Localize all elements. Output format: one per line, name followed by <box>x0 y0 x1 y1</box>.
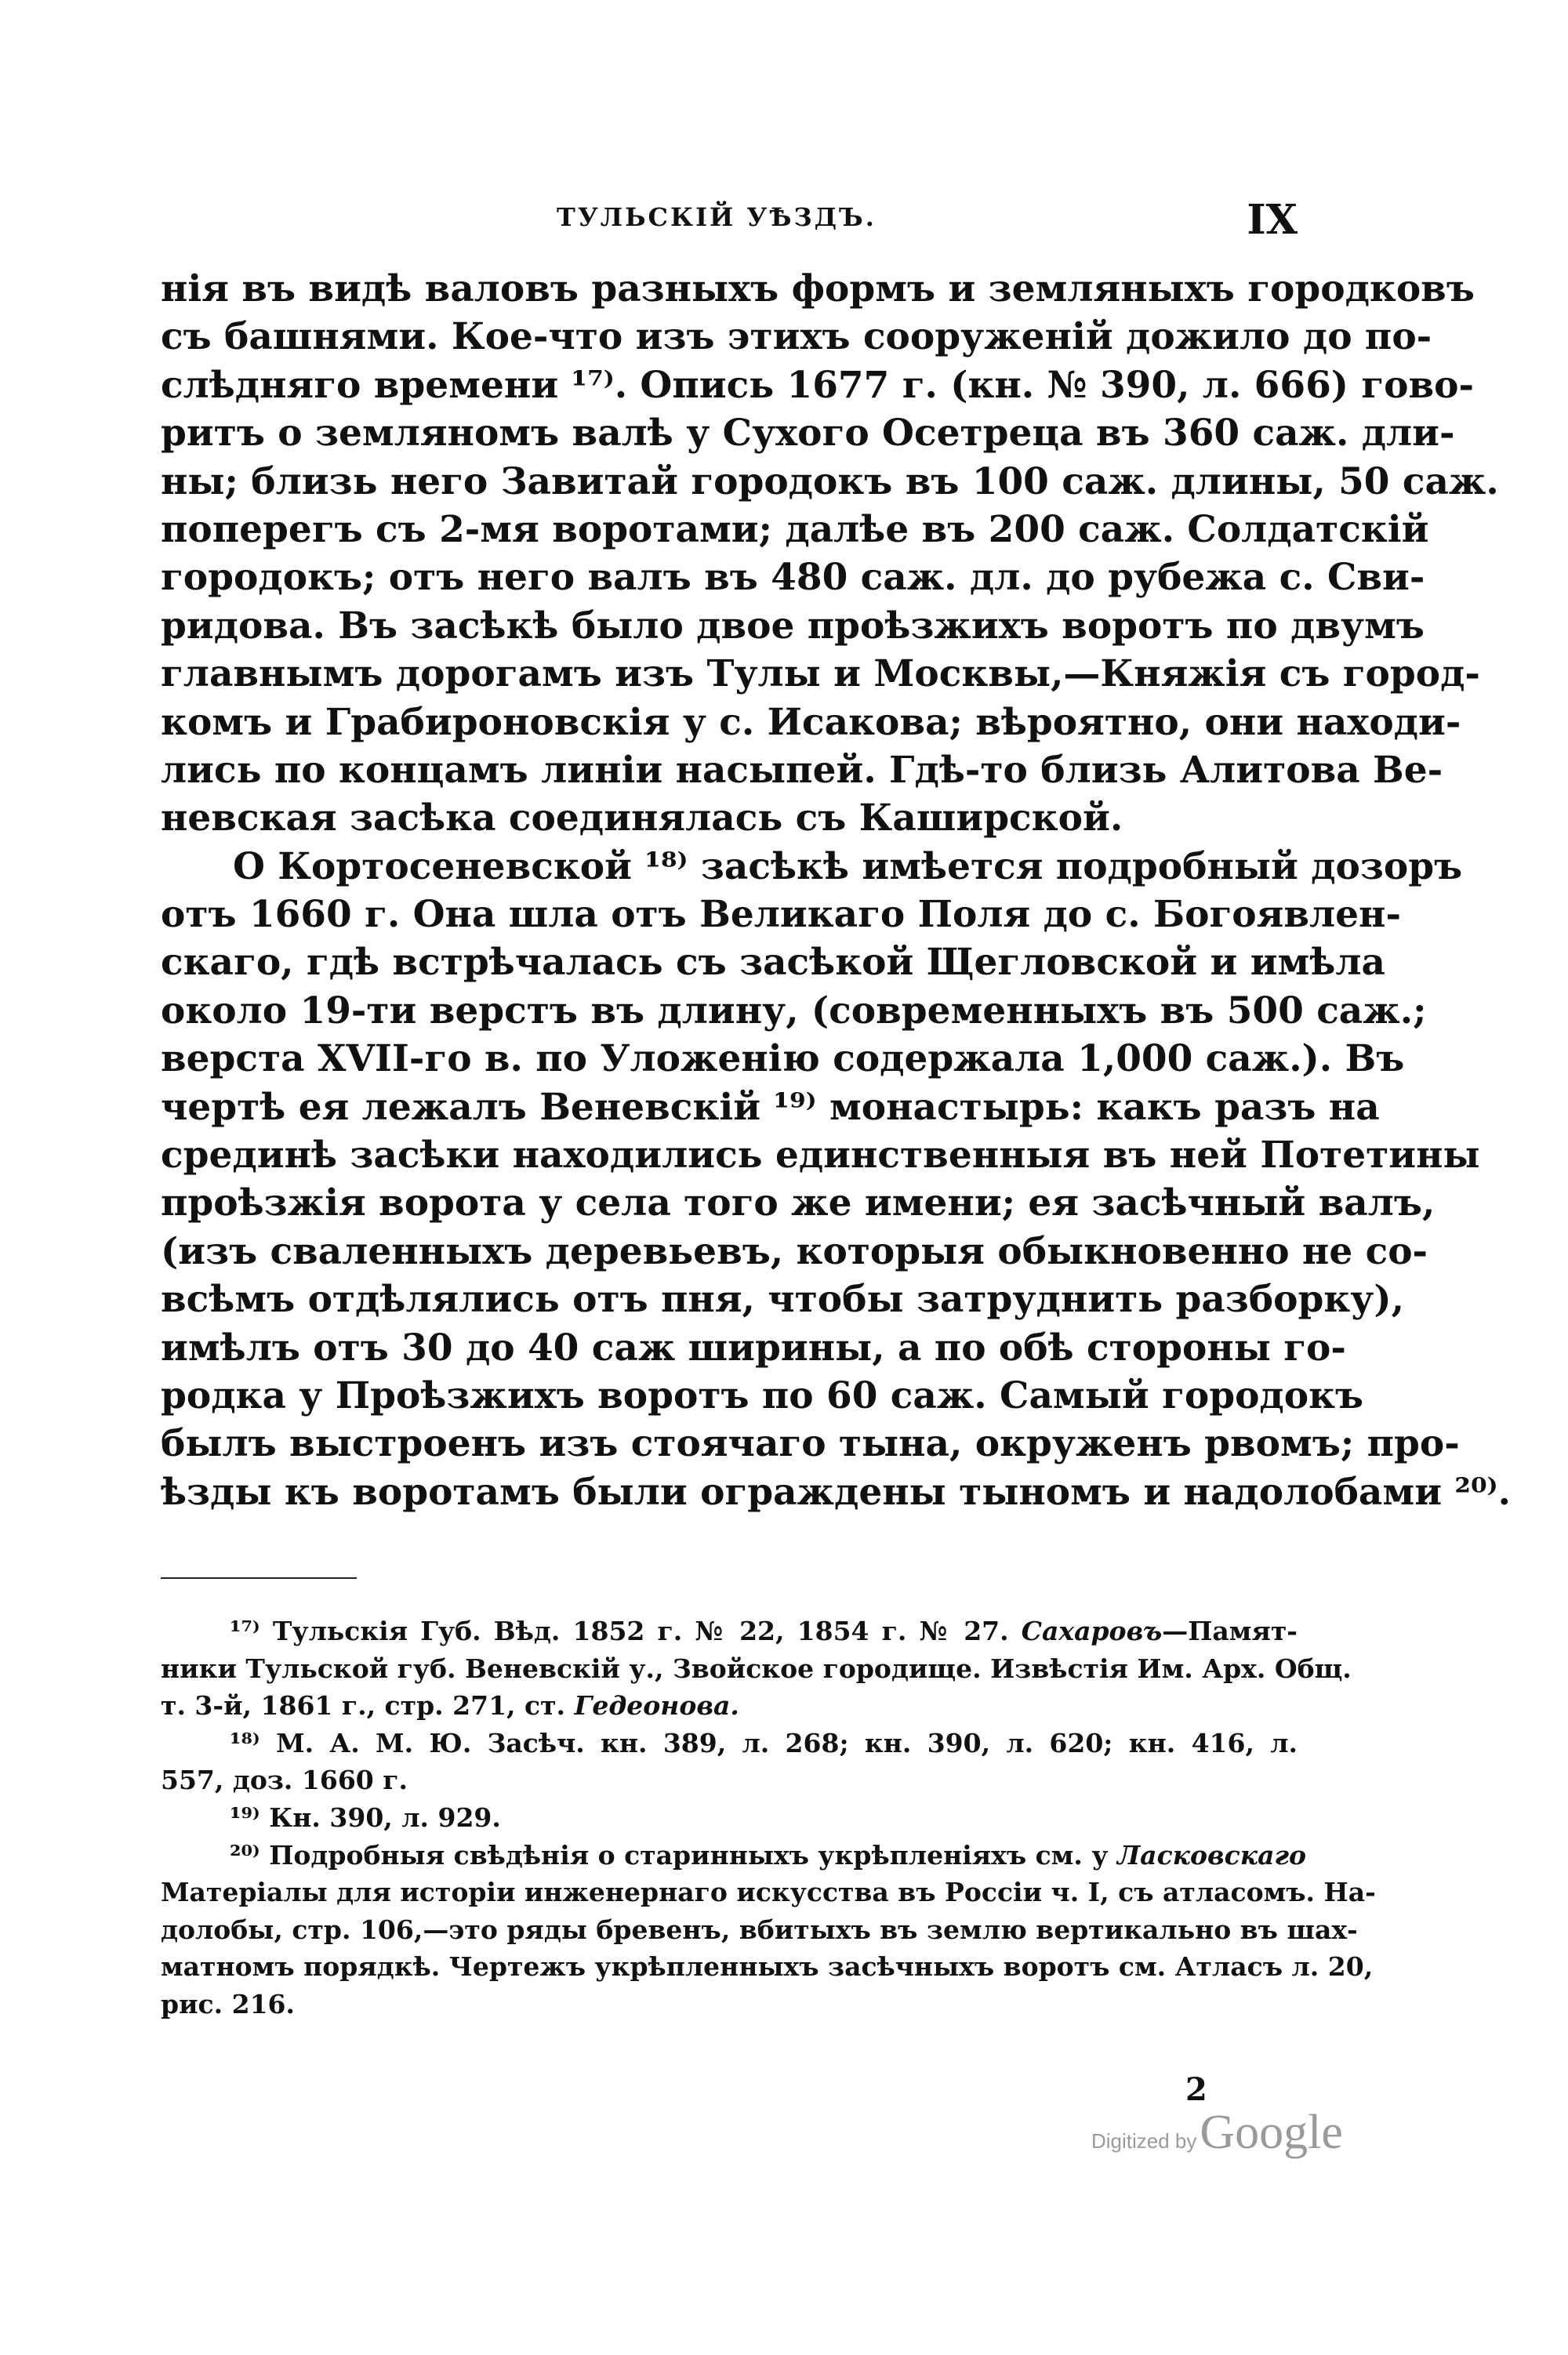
body-line: поперегъ съ 2-мя воротами; далѣе въ 200 саж. Солдатскій <box>161 507 1429 551</box>
body-line: около 19-ти верстъ въ длину, (современныхъ въ 500 саж.; <box>161 989 1427 1032</box>
signature-mark: 2 <box>1185 2071 1207 2108</box>
body-line: былъ выстроенъ изъ стоячаго тына, окруженъ рвомъ; про- <box>161 1422 1460 1466</box>
body-line: родка у Проѣзжихъ воротъ по 60 саж. Самый городокъ <box>161 1373 1364 1417</box>
body-line: нія въ видѣ валовъ разныхъ формъ и земляныхъ городковъ <box>161 267 1475 310</box>
page-number: IX <box>1247 196 1298 244</box>
body-line: отъ 1660 г. Она шла отъ Великаго Поля до с. Богоявлен- <box>161 893 1401 937</box>
running-head-title: ТУЛЬСКІЙ УѢЗДЪ. <box>557 202 877 232</box>
footnote-marker: ¹⁸⁾ <box>230 1727 260 1758</box>
footnote-17-line: ники Тульской губ. Веневскій у., Звойское городище. Извѣстія Им. Арх. Общ. <box>161 1653 1352 1684</box>
body-line: главнымъ дорогамъ изъ Тулы и Москвы,—Княжія съ город- <box>161 652 1480 696</box>
body-line: лись по концамъ линіи насыпей. Гдѣ-то близь Алитова Ве- <box>161 748 1443 792</box>
running-head <box>161 196 1298 249</box>
footnote-20-line: Матеріалы для исторіи инженернаго искусства въ Россіи ч. I, съ атласомъ. На- <box>161 1877 1376 1908</box>
body-line: скаго, гдѣ встрѣчалась съ засѣкой Щегловской и имѣла <box>161 941 1386 985</box>
footnote-18-line: ¹⁸⁾ М. А. М. Ю. Засѣч. кн. 389, л. 268; кн. 390, л. 620; кн. 416, л. <box>230 1727 1298 1758</box>
body-line: срединѣ засѣки находились единственныя въ ней Потетины <box>161 1134 1480 1178</box>
footnote-rule <box>161 1577 357 1579</box>
body-line: съ башнями. Кое-что изъ этихъ сооруженій дожило до по- <box>161 315 1432 359</box>
footnotes <box>161 1613 1376 2023</box>
footnote-20-line: ²⁰⁾ Подробныя свѣдѣнія о старинныхъ укрѣпленіяхъ см. у Ласковскаго <box>230 1839 1307 1871</box>
footnote-author: Ласковскаго <box>1117 1839 1307 1871</box>
body-line: чертѣ ея лежалъ Веневскій ¹⁹⁾ монастырь: какъ разъ на <box>161 1085 1380 1129</box>
body-line: верста XVII-го в. по Уложенію содержала 1,000 саж.). Въ <box>161 1037 1405 1081</box>
footnote-20-line: матномъ порядкѣ. Чертежъ укрѣпленныхъ засѣчныхъ воротъ см. Атласъ л. 20, <box>161 1951 1374 1983</box>
body-line: ритъ о земляномъ валѣ у Сухого Осетреца въ 360 саж. дли- <box>161 412 1455 455</box>
body-text <box>161 265 1511 1516</box>
body-line: городокъ; отъ него валъ въ 480 саж. дл. до рубежа с. Сви- <box>161 556 1425 600</box>
footnote-20-line: долобы, стр. 106,—это ряды бревенъ, вбитыхъ въ землю вертикально въ шах- <box>161 1914 1358 1945</box>
footnote-marker: ¹⁷⁾ <box>230 1616 260 1646</box>
body-line: всѣмъ отдѣлялись отъ пня, чтобы затруднить разборку), <box>161 1278 1404 1322</box>
footnote-marker: ¹⁹⁾ <box>230 1802 260 1833</box>
footnote-20-line: рис. 216. <box>161 1988 295 2019</box>
body-line: комъ и Грабироновскія у с. Исакова; вѣроятно, они находи- <box>161 700 1461 744</box>
body-line: (изъ сваленныхъ деревьевъ, которыя обыкновенно не со- <box>161 1229 1428 1273</box>
body-line: проѣзжія ворота у села того же имени; ея засѣчный валъ, <box>161 1181 1436 1225</box>
footnote-author: Сахаровъ <box>1021 1616 1163 1646</box>
footnote-17-line: ¹⁷⁾ Тульскія Губ. Вѣд. 1852 г. № 22, 1854 г. № 27. Сахаровъ—Памят- <box>230 1616 1298 1646</box>
body-line: слѣдняго времени ¹⁷⁾. Опись 1677 г. (кн. № 390, л. 666) гово- <box>161 363 1475 407</box>
body-line: невская засѣка соединялась съ Каширской. <box>161 796 1123 840</box>
footnote-author: Гедеонова. <box>574 1690 739 1722</box>
body-line: О Кортосеневской ¹⁸⁾ засѣкѣ имѣется подробный дозоръ <box>233 844 1463 888</box>
body-line: ны; близь него Завитай городокъ въ 100 саж. длины, 50 саж. <box>161 459 1499 503</box>
footnote-18-line: 557, доз. 1660 г. <box>161 1765 408 1796</box>
digitized-watermark <box>1091 2105 1343 2161</box>
google-logo: Google <box>1200 2106 1343 2159</box>
footnote-19-line: ¹⁹⁾ Кн. 390, л. 929. <box>230 1802 501 1833</box>
watermark-small-text: Digitized by <box>1091 2129 1197 2153</box>
footnote-marker: ²⁰⁾ <box>230 1839 260 1871</box>
footnote-17-line: т. 3-й, 1861 г., стр. 271, ст. Гедеонова. <box>161 1690 739 1722</box>
body-line: имѣлъ отъ 30 до 40 саж ширины, а по обѣ стороны го- <box>161 1326 1346 1370</box>
body-line: ридова. Въ засѣкѣ было двое проѣзжихъ воротъ по двумъ <box>161 604 1425 648</box>
body-line: ѣзды къ воротамъ были ограждены тыномъ и надолобами ²⁰⁾. <box>161 1470 1511 1514</box>
